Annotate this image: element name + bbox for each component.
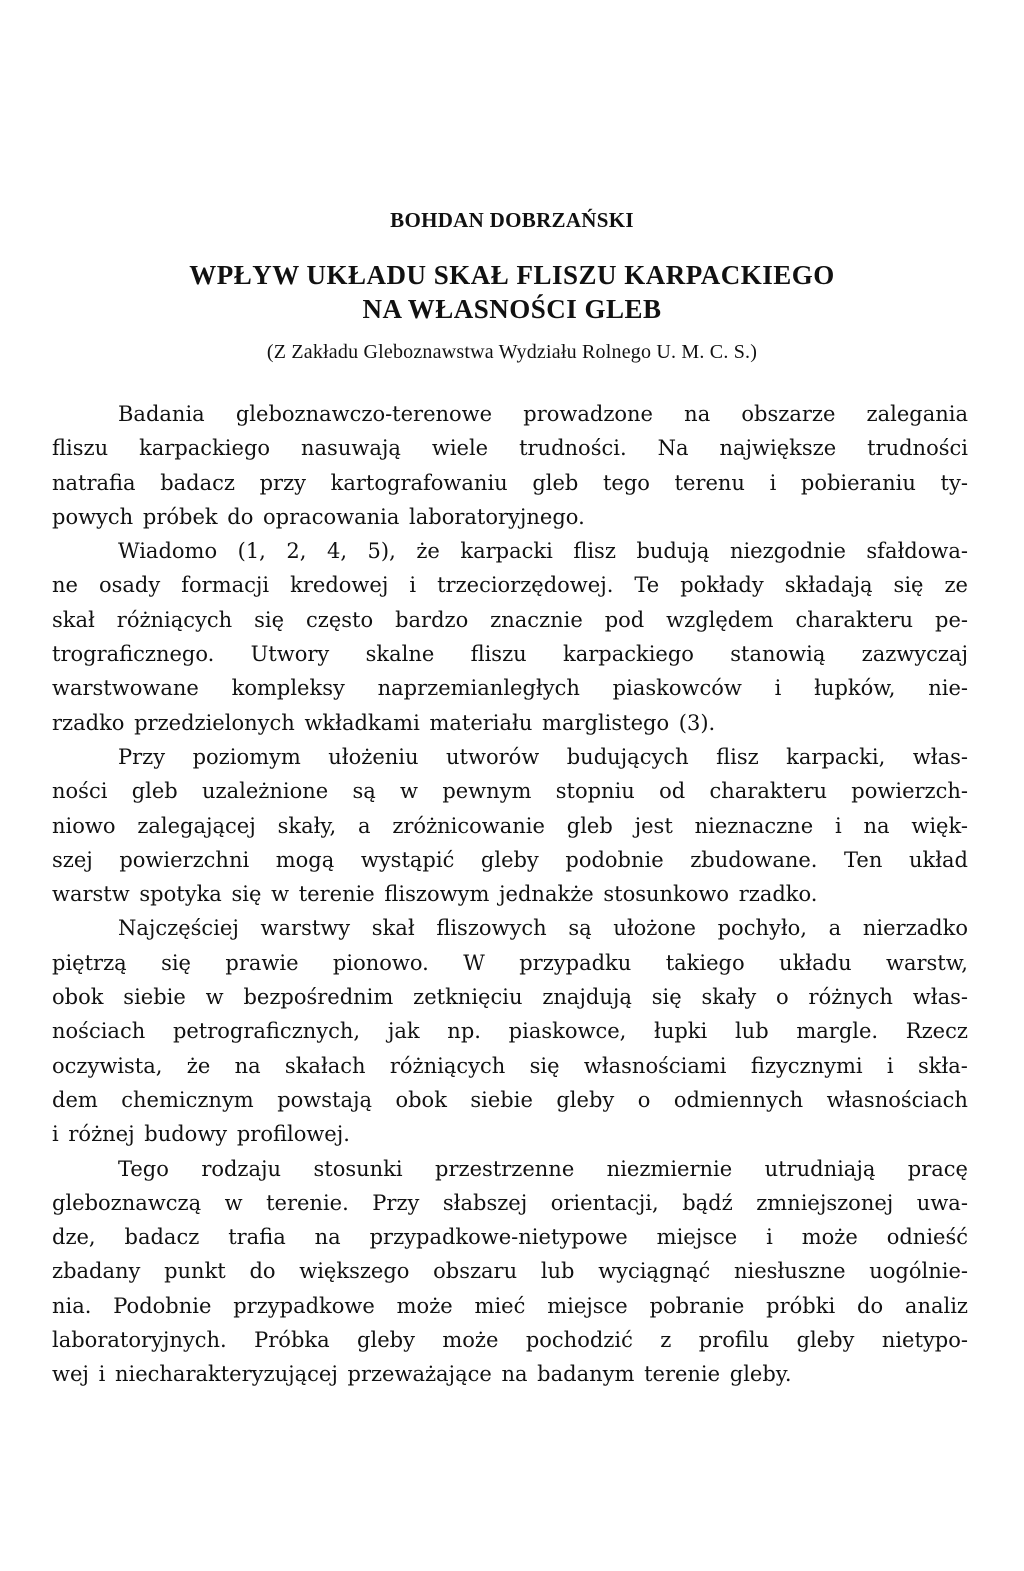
text-line: gleboznawczą w terenie. Przy słabszej orientacji, bądź zmniejszonej uwa- [52,1190,968,1215]
text-line: trograficznego. Utwory skalne fliszu karpackiego stanowią zazwyczaj [52,642,968,667]
text-line: obok siebie w bezpośrednim zetknięciu znajdują się skały o różnych włas- [52,985,968,1010]
text-line: nościach petrograficznych, jak np. piaskowce, łupki lub margle. Rzecz [52,1019,968,1044]
text-line: Najczęściej warstwy skał fliszowych są ułożone pochyło, a nierzadko [118,916,968,941]
text-line: piętrzą się prawie pionowo. W przypadku takiego układu warstw, [52,950,968,975]
text-line: wej i niecharakteryzującej przeważające na badanym terenie gleby. [52,1362,792,1387]
text-line: fliszu karpackiego nasuwają wiele trudności. Na największe trudności [52,436,968,461]
text-line: ności gleb uzależnione są w pewnym stopniu od charakteru powierzch- [52,779,968,804]
text-line: natrafia badacz przy kartografowaniu gleb tego terenu i pobieraniu ty- [52,470,968,495]
article-body [52,397,968,1392]
title-line-2: NA WŁASNOŚCI GLEB [362,294,662,324]
text-line: dze, badacz trafia na przypadkowe-nietypowe miejsce i może odnieść [52,1225,968,1250]
text-line: i różnej budowy profilowej. [52,1122,350,1147]
text-line: ne osady formacji kredowej i trzeciorzędowej. Te pokłady składają się ze [52,573,968,598]
text-line: oczywista, że na skałach różniących się własnościami fizycznymi i skła- [52,1053,968,1078]
title-line-1: WPŁYW UKŁADU SKAŁ FLISZU KARPACKIEGO [189,260,835,290]
text-line: niowo zalegającej skały, a zróżnicowanie gleb jest nieznaczne i na więk- [52,813,968,838]
text-line: Przy poziomym ułożeniu utworów budujących flisz karpacki, włas- [118,744,968,769]
text-line: warstwowane kompleksy naprzemianległych piaskowców i łupków, nie- [52,676,968,701]
text-line: laboratoryjnych. Próbka gleby może pochodzić z profilu gleby nietypo- [52,1328,968,1353]
text-line: warstw spotyka się w terenie fliszowym jednakże stosunkowo rzadko. [52,882,818,907]
author-name: BOHDAN DOBRZAŃSKI [390,208,634,232]
text-line: Tego rodzaju stosunki przestrzenne niezmiernie utrudniają pracę [118,1156,968,1181]
text-line: powych próbek do opracowania laboratoryjnego. [52,504,585,529]
text-line: zbadany punkt do większego obszaru lub wyciągnąć niesłuszne uogólnie- [52,1259,968,1284]
affiliation: (Z Zakładu Gleboznawstwa Wydziału Rolnego U. M. C. S.) [266,341,758,363]
text-line: Badania gleboznawczo-terenowe prowadzone na obszarze zalegania [118,402,968,426]
text-line: nia. Podobnie przypadkowe może mieć miejsce pobranie próbki do analiz [52,1293,968,1318]
text-line: rzadko przedzielonych wkładkami materiału marglistego (3). [52,710,716,735]
text-line: dem chemicznym powstają obok siebie gleby o odmiennych własnościach [52,1087,968,1112]
text-line: Wiadomo (1, 2, 4, 5), że karpacki flisz budują niezgodnie sfałdowa- [118,539,968,564]
text-line: skał różniących się często bardzo znacznie pod względem charakteru pe- [52,607,968,632]
article-title [0,258,1024,326]
text-line: szej powierzchni mogą wystąpić gleby podobnie zbudowane. Ten układ [52,847,968,872]
